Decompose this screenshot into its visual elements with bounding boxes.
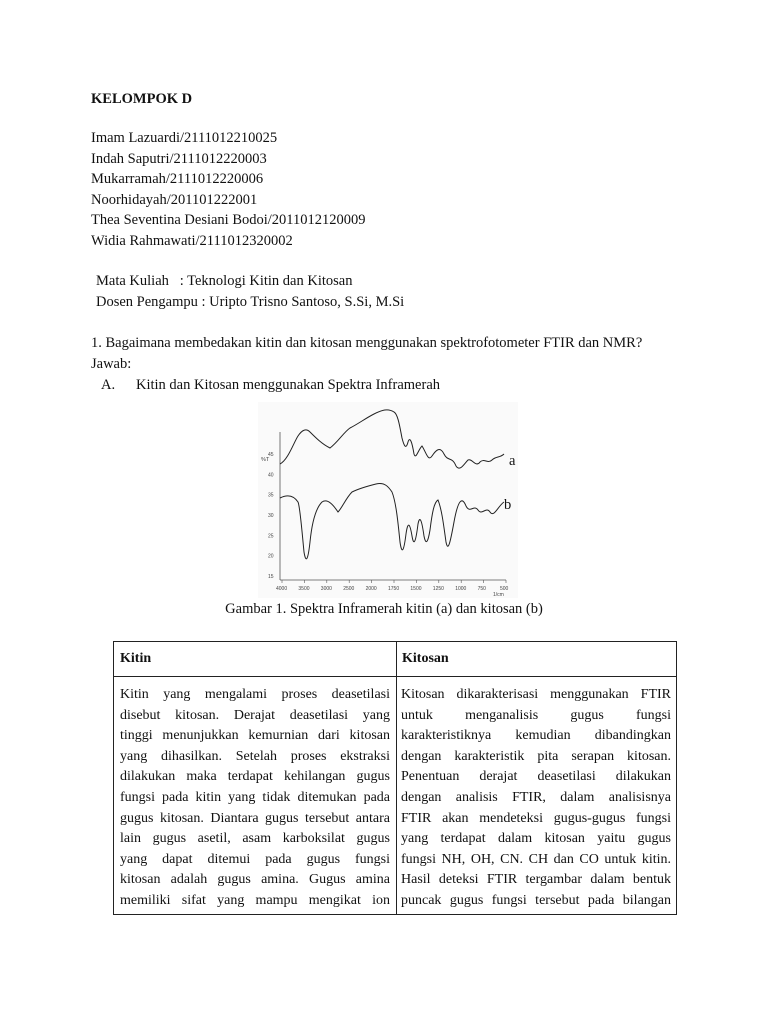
kitosan-text-line: Penentuan derajat deasetilasi dilakukan: [401, 769, 671, 785]
table-header-kitin: Kitin: [120, 651, 152, 666]
section-heading: [101, 375, 440, 396]
table-header-divider: [114, 676, 676, 677]
kitin-text-line: kitosan adalah gugus amina. Gugus amina: [120, 872, 390, 888]
x-tick-label: 4000: [276, 586, 288, 592]
x-tick-label: 1250: [432, 586, 444, 592]
member-item: Indah Saputri/2111012220003: [91, 150, 267, 167]
member-list: [91, 128, 366, 252]
member-item: Thea Seventina Desiani Bodoi/2011012120009: [91, 212, 366, 229]
y-tick-label: 30: [268, 513, 274, 519]
kitosan-text-line: karakteristiknya kemudian dibandingkan: [401, 728, 671, 744]
x-tick-label: 2000: [365, 586, 377, 592]
curve-label-b: b: [504, 497, 512, 513]
course-info: [96, 271, 404, 312]
course-subject: Mata Kuliah : Teknologi Kitin dan Kitosan: [96, 273, 353, 289]
kitin-text-line: yang dapat ditemui pada gugus fungsi: [120, 851, 390, 867]
page-title: KELOMPOK D: [91, 91, 193, 107]
kitin-text-line: yang dihasilkan. Setelah proses ekstraksi: [120, 748, 390, 764]
member-item: Widia Rahmawati/2111012320002: [91, 232, 293, 249]
kitosan-text-line: FTIR akan mendeteksi gugus-gugus fungsi: [401, 810, 671, 826]
figure-caption: Gambar 1. Spektra Inframerah kitin (a) dan kitosan (b): [225, 601, 543, 617]
comparison-table: [113, 641, 677, 915]
y-tick-label: 25: [268, 533, 274, 540]
x-tick-label: 2500: [343, 586, 355, 592]
ftir-spectrum-figure: [258, 402, 518, 598]
kitosan-text-line: puncak gugus fungsi tersebut pada bilangan: [401, 892, 671, 908]
y-tick-label: 40: [268, 472, 274, 479]
section-marker: A.: [101, 377, 116, 393]
kitin-text-line: memiliki sifat yang mampu mengikat ion: [120, 892, 390, 908]
kitosan-text-line: dengan analisis FTIR, dalam analisisnya: [401, 789, 671, 805]
kitin-text-line: disebut kitosan. Derajat deasetilasi yang: [120, 707, 390, 723]
x-tick-label: 1000: [455, 586, 467, 592]
x-tick-label: 1500: [410, 586, 422, 592]
y-tick-label: 15: [268, 574, 274, 580]
kitin-text-line: lain gugus asetil, asam karboksilat gugus: [120, 831, 390, 847]
member-item: Mukarramah/2111012220006: [91, 171, 264, 188]
y-tick-label: 20: [268, 553, 274, 560]
kitosan-text-line: dengan karakteristik pita serapan kitosan.: [401, 748, 671, 764]
y-tick-label: 45: [268, 452, 274, 458]
kitosan-text-line: untuk menganalisis gugus fungsi: [401, 707, 671, 723]
table-column-divider: [396, 642, 397, 914]
section-title: Kitin dan Kitosan menggunakan Spektra Inframerah: [136, 377, 441, 393]
x-tick-label: 750: [477, 586, 486, 592]
kitosan-text-line: fungsi NH, OH, CN. CH dan CO untuk kitin.: [401, 851, 671, 867]
kitin-text-line: dilakukan maka terdapat kehilangan gugus: [120, 769, 390, 785]
kitosan-text-line: yang terdapat dalam kitosan yaitu gugus: [401, 831, 671, 847]
member-item: Noorhidayah/201101222001: [91, 191, 258, 208]
x-tick-label: 3500: [298, 586, 310, 592]
course-lecturer: Dosen Pengampu : Uripto Trisno Santoso, S.Si, M.Si: [96, 293, 405, 310]
x-tick-label: 500: [500, 586, 509, 592]
x-tick-label: 3000: [320, 586, 332, 592]
answer-label: Jawab:: [91, 356, 132, 372]
table-cell-kitosan: [401, 685, 671, 910]
table-header-kitosan: Kitosan: [402, 651, 449, 666]
kitosan-text-line: Hasil deteksi FTIR tergambar dalam bentuk: [401, 872, 671, 888]
kitosan-text-line: Kitosan dikarakterisasi menggunakan FTIR: [401, 687, 671, 702]
table-cell-kitin: [120, 685, 390, 910]
kitin-text-line: Kitin yang mengalami proses deasetilasi: [120, 687, 390, 702]
y-axis-label: %T: [261, 457, 270, 463]
kitin-text-line: gugus kitosan. Diantara gugus tersebut antara: [120, 810, 390, 826]
y-tick-label: 35: [268, 492, 274, 499]
member-item: Imam Lazuardi/2111012210025: [91, 130, 278, 146]
question-text: 1. Bagaimana membedakan kitin dan kitosan menggunakan spektrofotometer FTIR dan NMR?: [91, 335, 643, 351]
x-axis-unit: 1/cm: [493, 592, 504, 598]
kitin-text-line: tinggi menunjukkan kemurnian dari kitosan: [120, 728, 390, 744]
kitin-text-line: fungsi pada kitin yang tidak ditemukan pada: [120, 789, 390, 805]
x-tick-label: 1750: [388, 586, 400, 592]
curve-label-a: a: [509, 453, 516, 469]
